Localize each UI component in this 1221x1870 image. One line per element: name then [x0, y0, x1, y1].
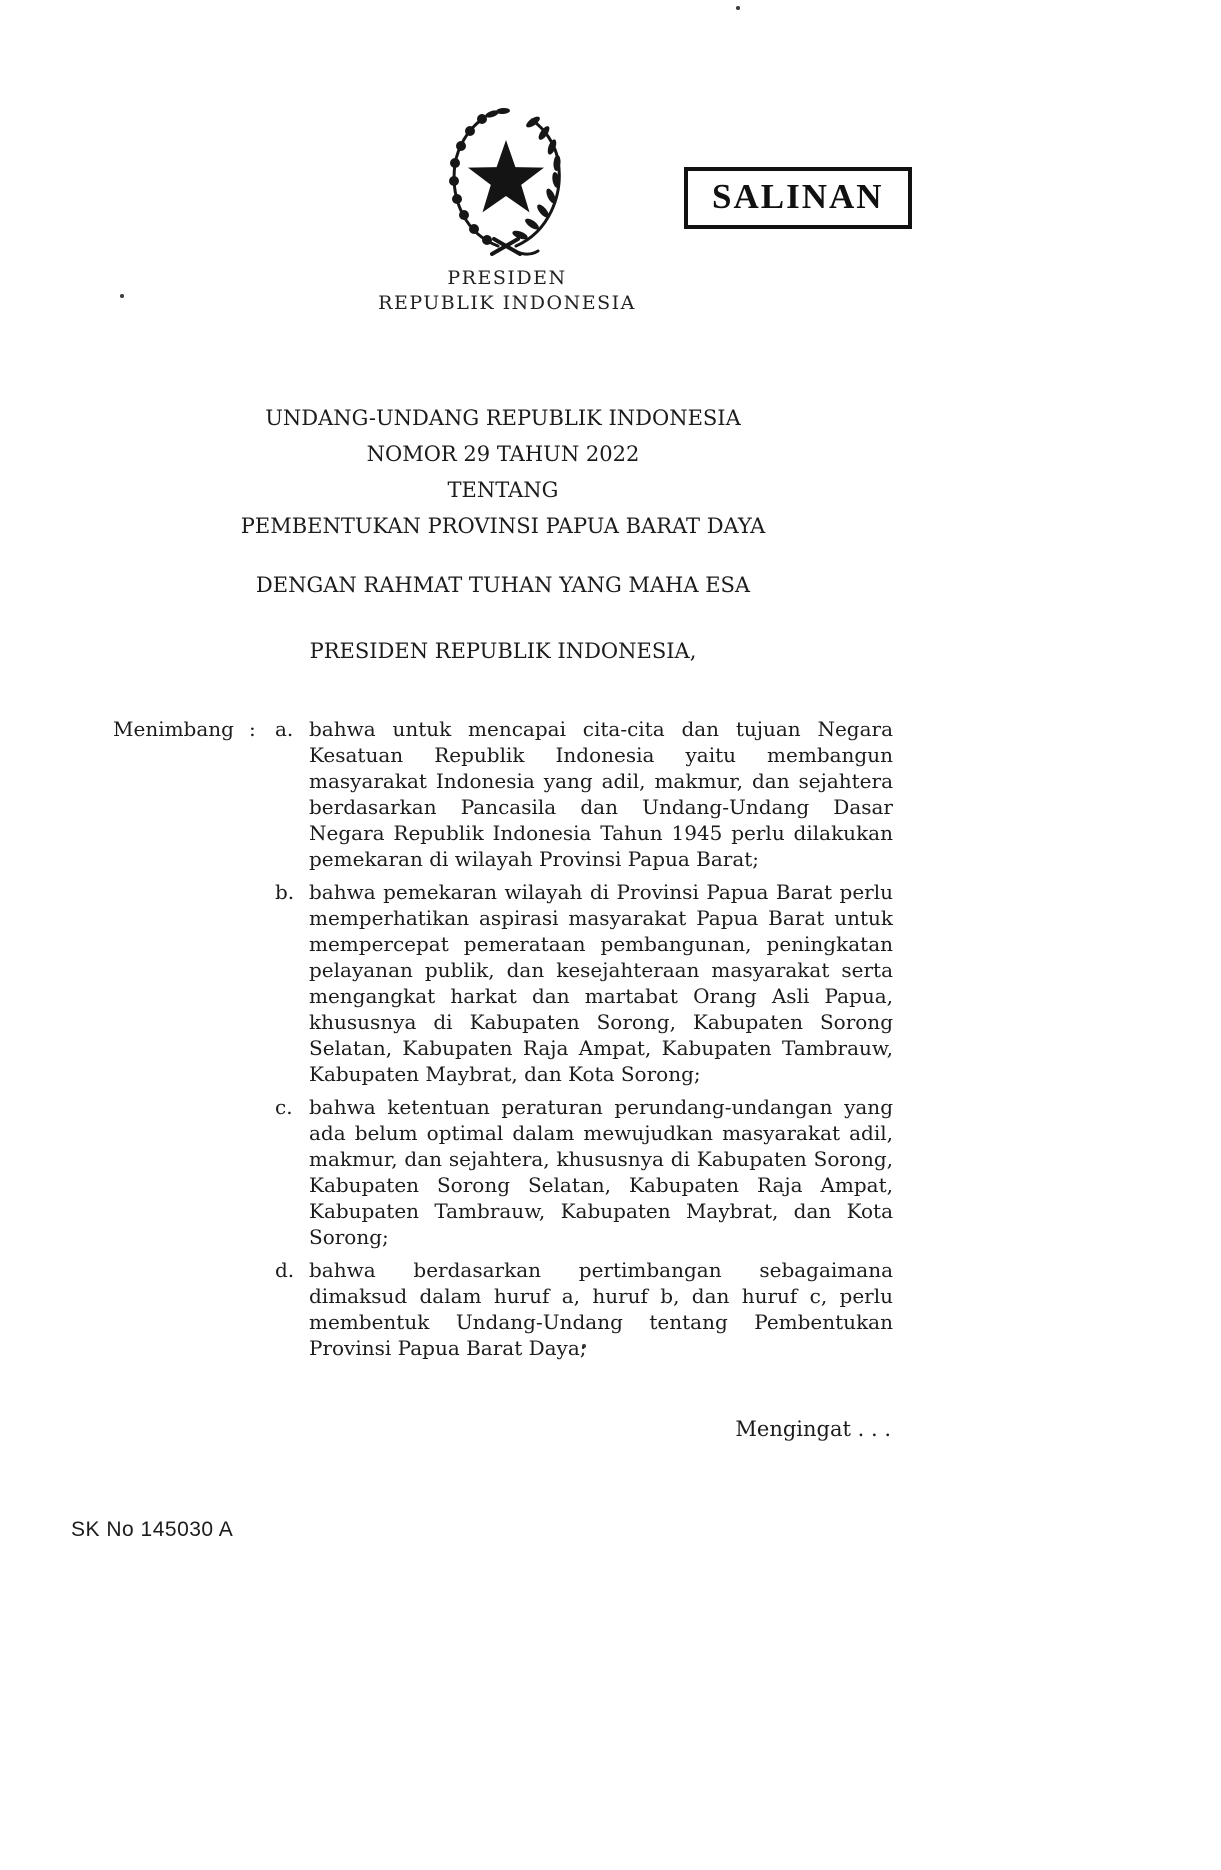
title-line-undang-undang: UNDANG-UNDANG REPUBLIK INDONESIA — [265, 406, 741, 430]
letterhead-presiden: PRESIDEN — [447, 267, 567, 289]
footer-document-number: SK No 145030 A — [71, 1518, 234, 1541]
item-letter-d: d. — [275, 1258, 295, 1282]
artifact-dot — [736, 6, 740, 10]
considering-item-d — [275, 1257, 893, 1361]
title-line-nomor: NOMOR 29 TAHUN 2022 — [366, 442, 640, 466]
artifact-dot — [120, 294, 124, 298]
salinan-stamp — [684, 167, 912, 229]
letterhead — [337, 266, 677, 316]
item-text-b: bahwa pemekaran wilayah di Provinsi Papua Barat perlu memperhatikan aspirasi masyarakat Papua Barat untuk mempercepat pemerataan pembangunan, peningkatan pelayanan publik, dan kesejahteraan masyarakat serta mengangkat harkat dan martabat Orang Asli Papua, khususnya di Kabupaten Sorong, Kabupaten Sorong Selatan, Kabupaten Raja Ampat, Kabupaten Tambrauw, Kabupaten Maybrat, dan Kota Sorong; — [309, 880, 893, 1086]
document-body — [113, 400, 893, 1441]
item-letter-c: c. — [275, 1095, 293, 1119]
considering-item-b — [275, 879, 893, 1087]
star-icon — [468, 140, 544, 212]
presidential-seal-graphic — [436, 102, 578, 264]
considering-item-a — [275, 716, 893, 872]
item-text-c: bahwa ketentuan peraturan perundang-undangan yang ada belum optimal dalam mewujudkan masyarakat adil, makmur, dan sejahtera, khususnya di Kabupaten Sorong, Kabupaten Sorong Selatan, Kabupaten Raja Ampat, Kabupaten Tambrauw, Kabupaten Maybrat, dan Kota Sorong; — [309, 1095, 893, 1249]
considering-label: Menimbang — [113, 717, 234, 741]
catchword-mengingat: Mengingat . . . — [735, 1417, 891, 1441]
title-line-pembentukan: PEMBENTUKAN PROVINSI PAPUA BARAT DAYA — [240, 514, 766, 538]
considering-items — [275, 716, 893, 1361]
document-title — [113, 400, 893, 544]
letterhead-republik-indonesia: REPUBLIK INDONESIA — [378, 292, 636, 314]
authority-line: PRESIDEN REPUBLIK INDONESIA, — [309, 639, 697, 663]
item-letter-b: b. — [275, 880, 295, 904]
invocation-line: DENGAN RAHMAT TUHAN YANG MAHA ESA — [255, 573, 751, 597]
salinan-label: SALINAN — [712, 177, 884, 216]
considering-colon: : — [249, 717, 256, 741]
item-letter-a: a. — [275, 717, 294, 741]
title-line-tentang: TENTANG — [447, 478, 559, 502]
considering-section — [113, 716, 893, 1361]
item-text-a: bahwa untuk mencapai cita-cita dan tujuan Negara Kesatuan Republik Indonesia yaitu membangun masyarakat Indonesia yang adil, makmur, dan sejahtera berdasarkan Pancasila dan Undang-Undang Dasar Negara Republik Indonesia Tahun 1945 perlu dilakukan pemekaran di wilayah Provinsi Papua Barat; — [309, 717, 893, 871]
considering-item-c — [275, 1094, 893, 1250]
item-text-d: bahwa berdasarkan pertimbangan sebagaimana dimaksud dalam huruf a, huruf b, dan huruf c, perlu membentuk Undang-Undang tentang Pembentukan Provinsi Papua Barat Daya; — [309, 1258, 893, 1360]
presidential-emblem-icon — [436, 102, 578, 264]
